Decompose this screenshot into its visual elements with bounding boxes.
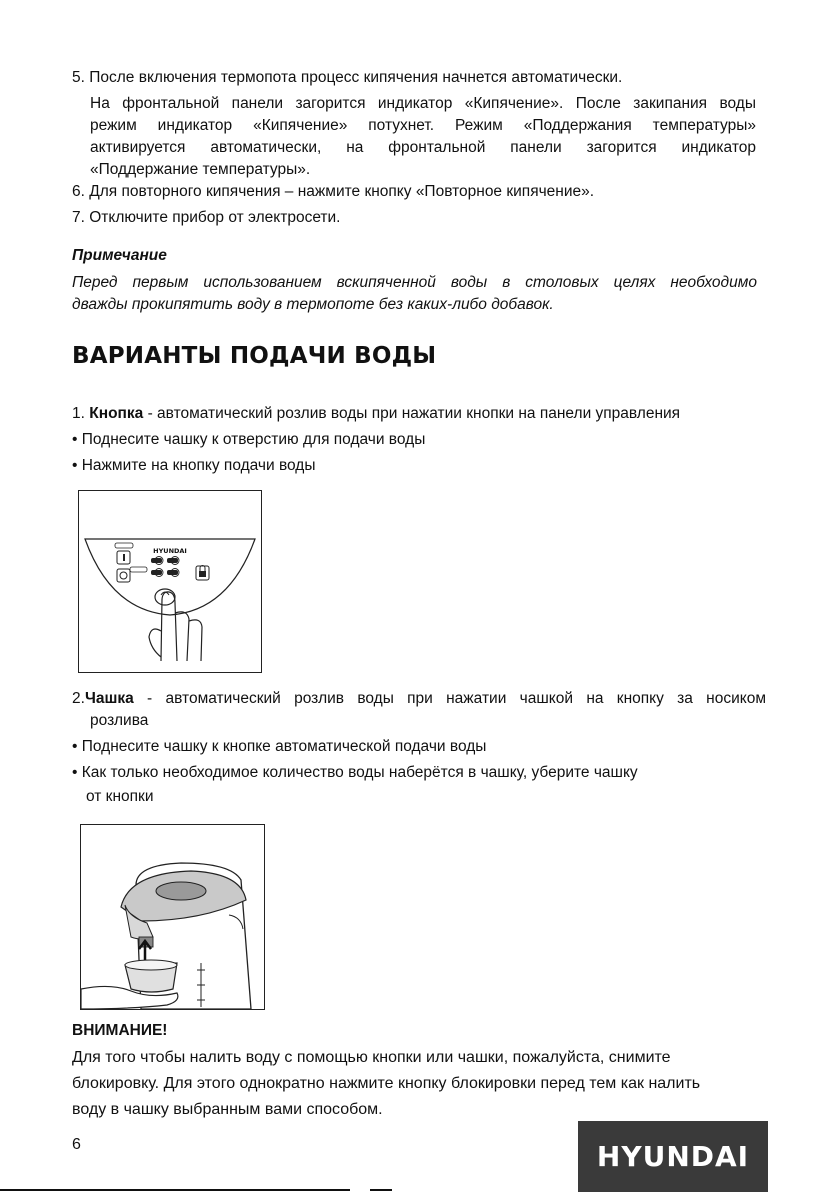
- bottom-rule: [0, 1189, 350, 1191]
- note-line-1: Перед первым использованием вскипяченной воды в столовых целях необходимо: [72, 274, 757, 291]
- brand-logo: [578, 1121, 768, 1192]
- panel-brand-text: HYUNDAI: [153, 547, 187, 555]
- option-2-line: [72, 688, 766, 710]
- option-1-line: [72, 403, 680, 425]
- bottom-rule-short: [370, 1189, 392, 1191]
- step-5-line-1: 5. После включения термопота процесс кипячения начнется автоматически.: [72, 69, 623, 86]
- option-1-bullet-1: • Поднесите чашку к отверстию для подачи воды: [72, 431, 426, 448]
- option-2-description: - автоматический розлив воды при нажатии чашкой на кнопку за носиком: [133, 690, 766, 707]
- step-5-line-4: активируется автоматически, на фронтальной панели загорится индикатор: [90, 139, 756, 156]
- warning-line-3: воду в чашку выбранным вами способом.: [72, 1101, 383, 1118]
- option-1-number: 1.: [72, 405, 85, 422]
- thermopot-drawing: [81, 825, 264, 1009]
- note-line-2: дважды прокипятить воду в термопоте без каких-либо добавок.: [72, 296, 554, 313]
- brand-logo-text: HYUNDAI: [596, 1140, 750, 1173]
- step-6: 6. Для повторного кипячения – нажмите кнопку «Повторное кипячение».: [72, 183, 595, 200]
- control-panel-drawing: [79, 491, 261, 672]
- warning-line-2: блокировку. Для этого однократно нажмите кнопку блокировки перед тем как налить: [72, 1075, 701, 1092]
- warning-line-1: Для того чтобы налить воду с помощью кнопки или чашки, пожалуйста, снимите: [72, 1049, 671, 1066]
- step-5-line-5: «Поддержание температуры».: [90, 161, 311, 178]
- option-2-line-2: розлива: [90, 712, 149, 729]
- control-panel-illustration: [78, 490, 262, 673]
- option-1-description: - автоматический розлив воды при нажатии кнопки на панели управления: [143, 405, 681, 422]
- section-heading: ВАРИАНТЫ ПОДАЧИ ВОДЫ: [72, 343, 437, 369]
- option-2-bullet-2-cont: от кнопки: [86, 788, 154, 805]
- note-title: Примечание: [72, 247, 167, 264]
- warning-title: ВНИМАНИЕ!: [72, 1022, 168, 1039]
- option-1-bullet-2: • Нажмите на кнопку подачи воды: [72, 457, 316, 474]
- step-7: 7. Отключите прибор от электросети.: [72, 209, 341, 226]
- option-2-bullet-1: • Поднесите чашку к кнопке автоматической подачи воды: [72, 738, 487, 755]
- option-2-number: 2.: [72, 690, 85, 707]
- option-2-bullet-2: • Как только необходимое количество воды наберётся в чашку, уберите чашку: [72, 764, 638, 781]
- option-1-keyword: Кнопка: [89, 405, 144, 422]
- option-2-keyword: Чашка: [84, 690, 134, 707]
- page-number: 6: [72, 1136, 81, 1153]
- step-5-line-2: На фронтальной панели загорится индикатор «Кипячение». После закипания воды: [90, 95, 756, 112]
- thermopot-cup-illustration: [80, 824, 265, 1010]
- step-5-line-3: режим индикатор «Кипячение» потухнет. Режим «Поддержания температуры»: [90, 117, 756, 134]
